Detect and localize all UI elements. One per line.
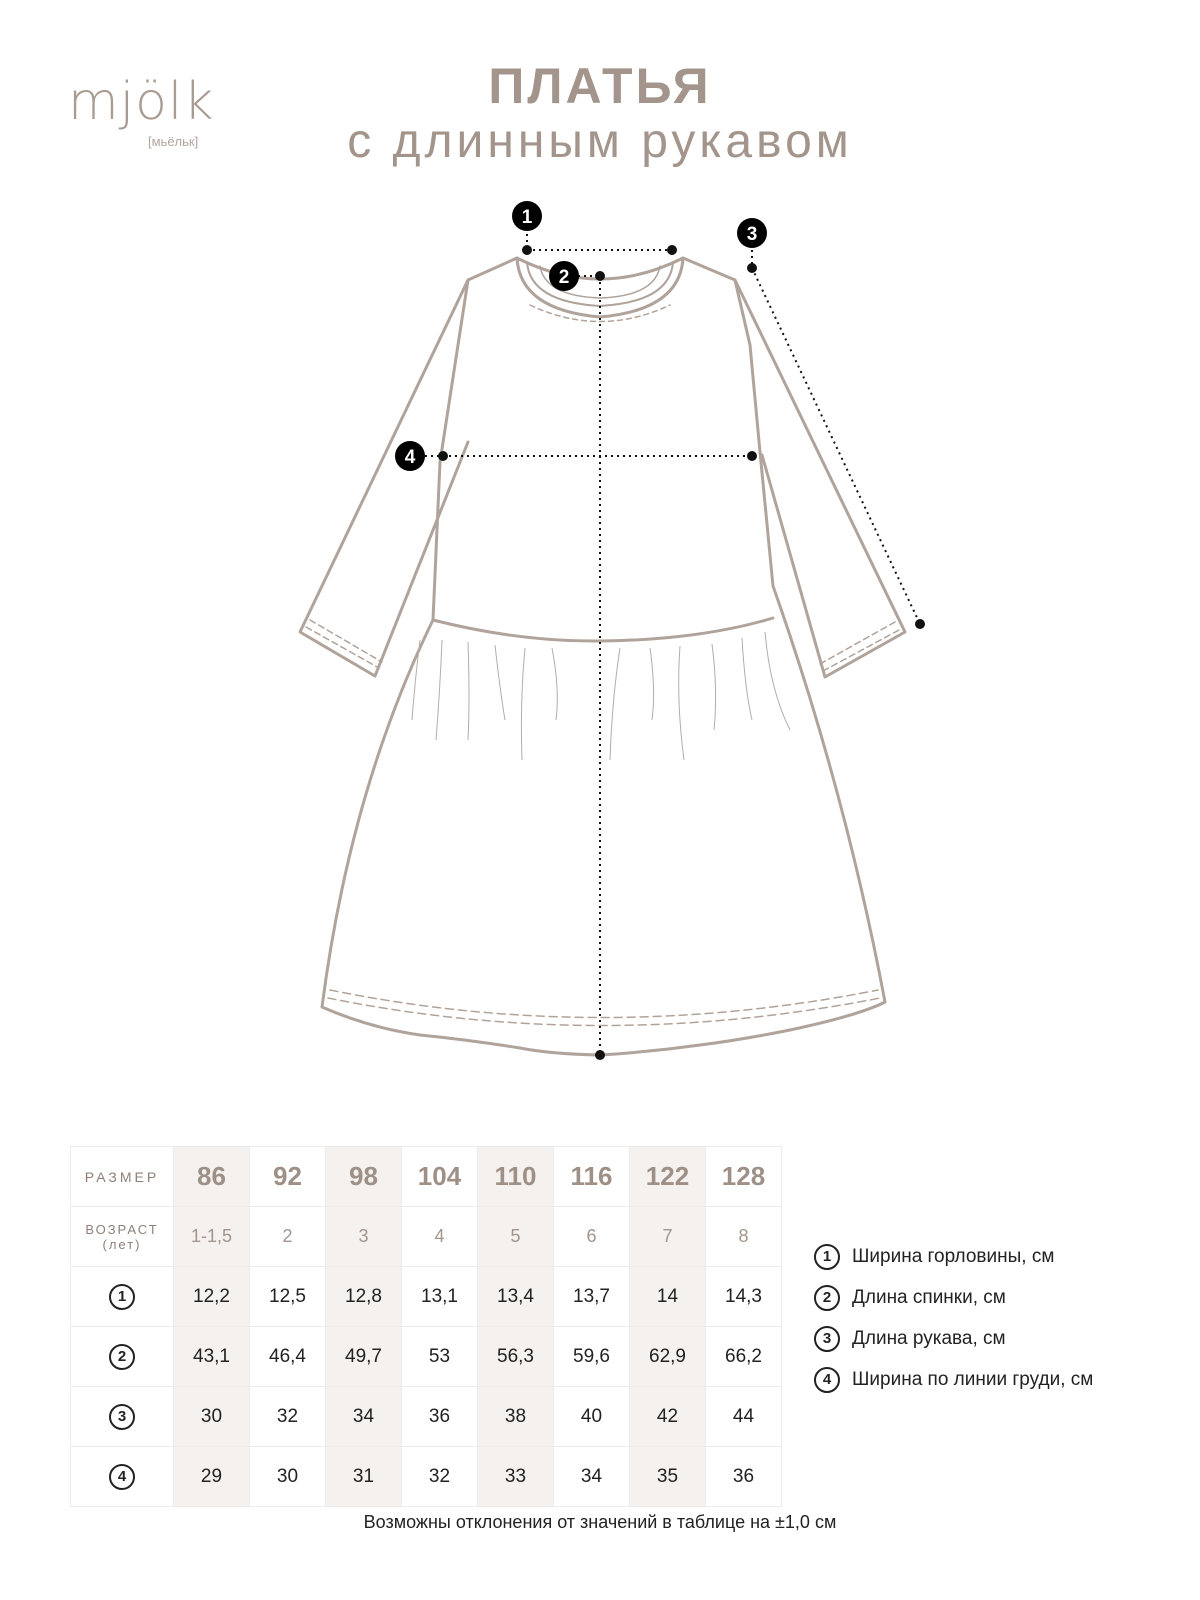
marker-1	[512, 201, 542, 231]
legend-item	[814, 1236, 1093, 1277]
marker-2	[549, 261, 579, 291]
age-cell: 3	[358, 1225, 369, 1246]
table-cell: 42	[630, 1387, 706, 1447]
table-cell: 14	[630, 1267, 706, 1327]
table-cell: 32	[250, 1387, 326, 1447]
table-cell: 33	[478, 1447, 554, 1507]
size-row	[71, 1147, 782, 1207]
point-neck-left	[522, 245, 532, 255]
table-cell: 29	[174, 1447, 250, 1507]
legend-marker-3: 3	[814, 1326, 840, 1352]
table-cell: 12,2	[174, 1267, 250, 1327]
table-cell: 13,7	[554, 1267, 630, 1327]
table-cell: 43,1	[174, 1327, 250, 1387]
title-line-2: с длинным рукавом	[347, 115, 853, 168]
legend-item	[814, 1359, 1093, 1400]
marker-3-label: 3	[746, 224, 758, 245]
marker-4-label: 4	[404, 447, 416, 468]
table-cell: 34	[326, 1387, 402, 1447]
age-cell: 7	[662, 1225, 673, 1246]
measure-row-4	[71, 1447, 782, 1507]
size-cell: 116	[570, 1161, 613, 1191]
table-cell: 30	[174, 1387, 250, 1447]
brand-pronunciation: [мьёльк]	[148, 134, 199, 149]
table-cell: 31	[326, 1447, 402, 1507]
table-cell: 53	[402, 1327, 478, 1387]
measure-line-sleeve	[752, 268, 920, 624]
table-cell: 62,9	[630, 1327, 706, 1387]
age-cell: 8	[738, 1225, 749, 1246]
legend-text: Длина рукава, см	[852, 1327, 1006, 1349]
size-cell: 110	[494, 1161, 537, 1191]
row-marker-4: 4	[109, 1464, 135, 1490]
legend-marker-4: 4	[814, 1367, 840, 1393]
measurement-legend	[814, 1236, 1093, 1400]
table-cell: 36	[402, 1387, 478, 1447]
table-cell: 40	[554, 1387, 630, 1447]
age-cell: 1-1,5	[190, 1225, 233, 1246]
measure-lines	[425, 228, 920, 1055]
legend-marker-1: 1	[814, 1244, 840, 1270]
size-cell: 98	[349, 1161, 378, 1191]
size-cell: 122	[645, 1161, 690, 1191]
size-cell: 92	[273, 1161, 302, 1191]
legend-marker-2: 2	[814, 1285, 840, 1311]
point-chest-right	[747, 451, 757, 461]
point-back-top	[595, 271, 605, 281]
marker-4	[395, 441, 425, 471]
table-cell: 13,1	[402, 1267, 478, 1327]
size-table	[70, 1146, 782, 1507]
age-cell: 5	[510, 1225, 521, 1246]
marker-1-label: 1	[521, 207, 533, 228]
table-cell: 35	[630, 1447, 706, 1507]
table-cell: 46,4	[250, 1327, 326, 1387]
age-cell: 4	[434, 1225, 445, 1246]
point-chest-left	[438, 451, 448, 461]
table-cell: 13,4	[478, 1267, 554, 1327]
legend-item	[814, 1318, 1093, 1359]
dress-outline	[300, 258, 905, 1055]
size-header: РАЗМЕР	[84, 1168, 160, 1185]
legend-text: Ширина горловины, см	[852, 1245, 1055, 1267]
measure-row-1	[71, 1267, 782, 1327]
row-marker-3: 3	[109, 1404, 135, 1430]
table-cell: 30	[250, 1447, 326, 1507]
table-cell: 14,3	[706, 1267, 782, 1327]
marker-3	[737, 218, 767, 248]
legend-text: Ширина по линии груди, см	[852, 1368, 1094, 1390]
table-cell: 12,8	[326, 1267, 402, 1327]
size-cell: 104	[417, 1161, 462, 1191]
table-cell: 59,6	[554, 1327, 630, 1387]
size-cell: 128	[721, 1161, 766, 1191]
row-marker-2: 2	[109, 1344, 135, 1370]
row-marker-1: 1	[109, 1284, 135, 1310]
age-cell: 6	[586, 1225, 597, 1246]
point-neck-right	[667, 245, 677, 255]
age-cell: 2	[282, 1225, 293, 1246]
table-cell: 66,2	[706, 1327, 782, 1387]
legend-item	[814, 1277, 1093, 1318]
table-cell: 34	[554, 1447, 630, 1507]
point-back-bottom	[595, 1050, 605, 1060]
table-cell: 44	[706, 1387, 782, 1447]
table-cell: 38	[478, 1387, 554, 1447]
table-cell: 56,3	[478, 1327, 554, 1387]
brand-name: mjölk	[68, 72, 215, 132]
table-cell: 12,5	[250, 1267, 326, 1327]
table-cell: 32	[402, 1447, 478, 1507]
measure-points	[438, 245, 925, 1060]
measure-row-2	[71, 1327, 782, 1387]
measure-row-3	[71, 1387, 782, 1447]
marker-2-label: 2	[558, 267, 570, 288]
age-row	[71, 1207, 782, 1267]
tolerance-note: Возможны отклонения от значений в таблице на ±1,0 см	[363, 1512, 837, 1532]
point-sleeve-top	[747, 263, 757, 273]
table-cell: 36	[706, 1447, 782, 1507]
title-line-1: ПЛАТЬЯ	[488, 58, 712, 114]
size-cell: 86	[197, 1161, 226, 1191]
age-header: ВОЗРАСТ	[85, 1221, 159, 1237]
age-unit: (лет)	[102, 1236, 142, 1252]
point-sleeve-bottom	[915, 619, 925, 629]
table-cell: 49,7	[326, 1327, 402, 1387]
legend-text: Длина спинки, см	[852, 1286, 1006, 1308]
